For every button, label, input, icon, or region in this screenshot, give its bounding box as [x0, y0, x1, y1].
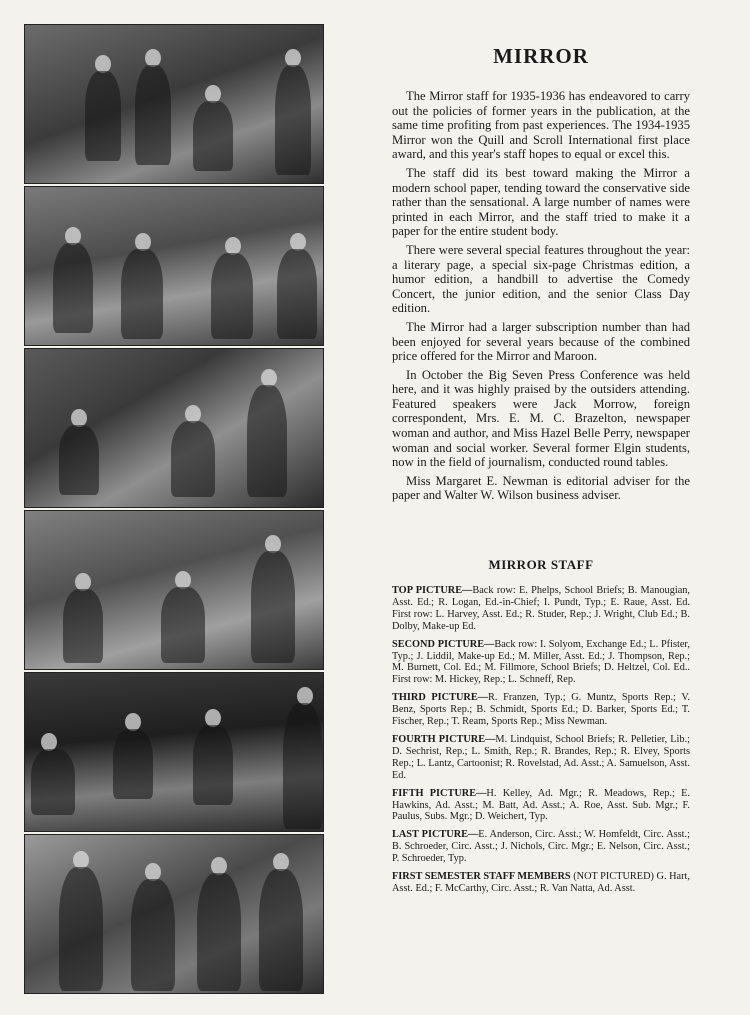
page-title: MIRROR — [493, 44, 589, 68]
staff-group — [392, 692, 690, 728]
staff-group-text: Back row: I. Solyom, Exchange Ed.; L. Pfister, Typ.; J. Liddil, Make-up Ed.; M. Miller, Asst. Ed.; J. Thompson, Rep.; M. Burnett, Col. Ed.; M. Fillmore, School Briefs; D. Heltzel, Col. Ed.. First row: M. Hickey, Rep.; L. Schneff, Rep. — [392, 638, 691, 686]
staff-group-lead: LAST PICTURE— — [392, 829, 479, 841]
staff-group-text: Back row: E. Phelps, School Briefs; B. Manougian, Asst. Ed.; R. Logan, Ed.-in-Chief; I. Pundt, Typ.; E. Raue, Asst. Ed. First row: L. Harvey, Asst. Ed.; R. Studer, Rep.; J. Wright, Club Ed.; B. Dolby, Make-up Ed. — [392, 585, 690, 632]
staff-photo-last — [24, 834, 324, 994]
article-paragraph: Miss Margaret E. Newman is editorial adviser for the paper and Walter W. Wilson business adviser. — [392, 473, 690, 503]
staff-group — [392, 871, 690, 895]
staff-photo-third — [24, 348, 324, 508]
staff-group — [392, 639, 690, 687]
staff-photo-fifth — [24, 672, 324, 832]
article-paragraph: There were several special features throughout the year: a literary page, a special six-page Christmas edition, a humor edition, a handbill to advertise the Comedy Concert, the junior edition, and the senior Class Day edition. — [392, 242, 690, 316]
staff-list — [392, 585, 690, 895]
staff-group-text: R. Franzen, Typ.; G. Muntz, Sports Rep.; V. Benz, Sports Rep.; B. Schmidt, Sports Ed.; D. Barker, Sports Ed.; T. Fischer, Rep.; T. Ream, Sports Rep.; Miss Newman. — [392, 692, 691, 728]
staff-group-text: (NOT PICTURED) G. Hart, Asst. Ed.; F. McCarthy, Circ. Asst.; R. Van Natta, Ad. Asst. — [392, 871, 690, 894]
staff-photo-fourth — [24, 510, 324, 670]
staff-group — [392, 585, 690, 633]
staff-group-lead: THIRD PICTURE— — [392, 692, 489, 704]
staff-group-lead: FOURTH PICTURE— — [392, 734, 496, 745]
article-paragraph: The Mirror had a larger subscription number than had been enjoyed for several years because of the combined price offered for the Mirror and Maroon. — [392, 319, 690, 364]
staff-group-text: M. Lindquist, School Briefs; R. Pelletier, Lib.; D. Sechrist, Rep.; L. Smith, Rep.; R. Brandes, Rep.; R. Elvey, Sports Rep.; L. Lantz, Cartoonist; R. Rovelstad, Ad. Asst.; A. Samuelson, Asst. Ed. — [392, 734, 691, 781]
staff-group-lead: FIRST SEMESTER STAFF MEMBERS — [392, 871, 571, 883]
staff-group — [392, 788, 690, 824]
staff-heading: MIRROR STAFF — [488, 557, 594, 573]
article-paragraph: The Mirror staff for 1935-1936 has endeavored to carry out the policies of former years in the publication, at the same time profiting from past experiences. The 1934-1935 Mirror won the Quill and Scroll International first place award, and this year's staff hopes to equal or excel this. — [392, 89, 690, 162]
staff-group-lead: TOP PICTURE— — [392, 585, 473, 597]
staff-group-lead: SECOND PICTURE— — [392, 638, 495, 650]
article-paragraph: In October the Big Seven Press Conference was held here, and it was highly praised by the outsiders attending. Featured speakers were Jack Morrow, foreign correspondent, Mrs. E. M. C. Brazelton, newspaper woman and author, and Miss Hazel Belle Perry, newspaper woman and social worker. Several former Elgin students, now in the field of journalism, conducted round tables. — [392, 367, 690, 470]
article-body — [392, 89, 690, 503]
staff-group-text: E. Anderson, Circ. Asst.; W. Homfeldt, Circ. Asst.; B. Schroeder, Circ. Asst.; J. Nichols, Circ. Mgr.; E. Nelson, Circ. Asst.; P. Schroeder, Typ. — [392, 829, 690, 865]
photo-column — [24, 24, 324, 996]
staff-photo-top — [24, 24, 324, 184]
staff-group-text: H. Kelley, Ad. Mgr.; R. Meadows, Rep.; E. Hawkins, Ad. Asst.; M. Batt, Ad. Asst.; A. Roe, Asst. Sub. Mgr.; F. Paulus, Subs. Mgr.; D. Weichert, Typ. — [392, 787, 690, 823]
staff-group — [392, 829, 690, 865]
text-column — [392, 40, 690, 901]
article-paragraph: The staff did its best toward making the Mirror a modern school paper, tending toward the conservative side rather than the sensational. A large number of names were printed in each Mirror, and the staff tried to make it a paper for the entire student body. — [392, 165, 690, 239]
staff-photo-second — [24, 186, 324, 346]
staff-group — [392, 734, 690, 782]
staff-group-lead: FIFTH PICTURE— — [392, 787, 487, 799]
